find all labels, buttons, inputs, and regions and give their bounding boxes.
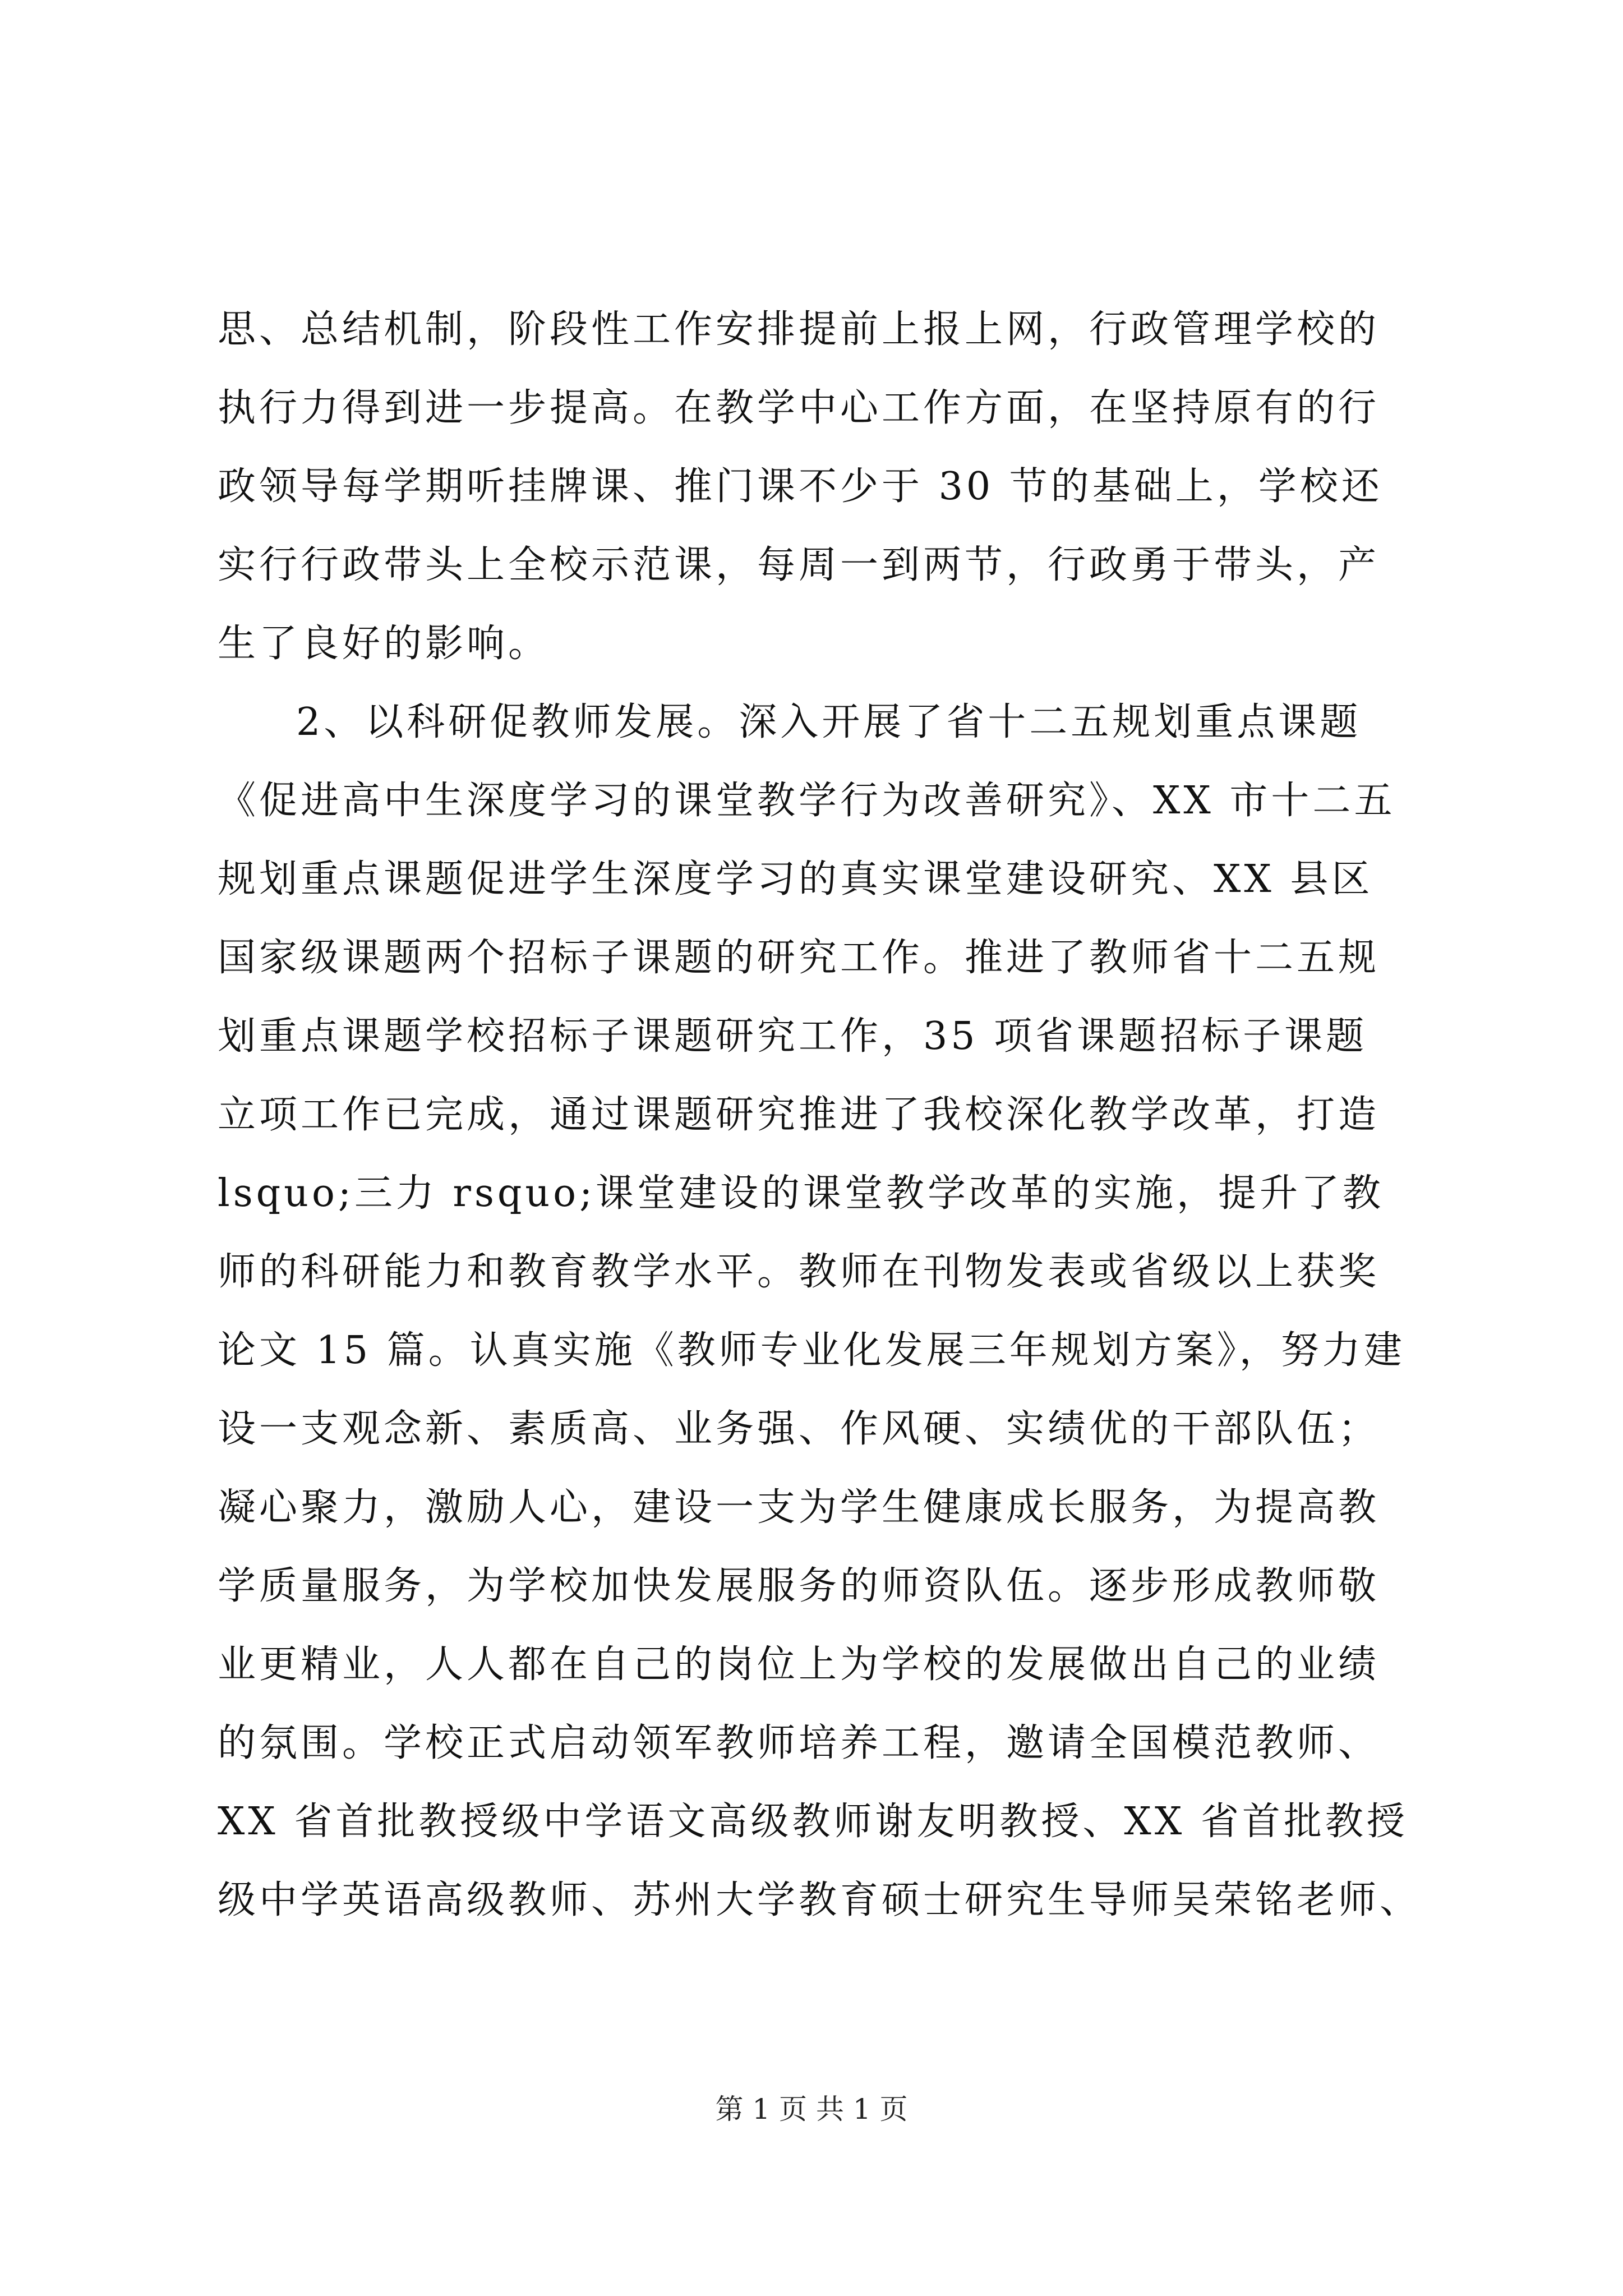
page-footer: 第 1 页 共 1 页 <box>715 2093 908 2125</box>
text-line: 级中学英语高级教师、苏州大学教育硕士研究生导师吴荣铭老师、 <box>218 1878 1422 1922</box>
text-line: 政领导每学期听挂牌课、推门课不少于 30 节的基础上，学校还 <box>218 464 1383 509</box>
text-line: 师的科研能力和教育教学水平。教师在刊物发表或省级以上获奖 <box>218 1250 1380 1294</box>
text-line: 2、以科研促教师发展。深入开展了省十二五规划重点课题 <box>296 700 1362 744</box>
text-line: 业更精业，人人都在自己的岗位上为学校的发展做出自己的业绩 <box>218 1642 1380 1687</box>
text-line: 生了良好的影响。 <box>218 622 550 666</box>
text-line: 执行力得到进一步提高。在教学中心工作方面，在坚持原有的行 <box>218 386 1380 430</box>
body-text <box>218 291 1422 1940</box>
text-line: 论文 15 篇。认真实施《教师专业化发展三年规划方案》，努力建 <box>218 1328 1405 1373</box>
text-line: 思、总结机制，阶段性工作安排提前上报上网，行政管理学校的 <box>218 307 1380 352</box>
text-line: XX 省首批教授级中学语文高级教师谢友明教授、XX 省首批教授 <box>218 1800 1408 1844</box>
text-line: 的氛围。学校正式启动领军教师培养工程，邀请全国模范教师、 <box>218 1721 1380 1765</box>
text-line: 规划重点课题促进学生深度学习的真实课堂建设研究、XX 县区 <box>218 857 1373 901</box>
text-line: 《促进高中生深度学习的课堂教学行为改善研究》、XX 市十二五 <box>218 779 1396 823</box>
text-line: 学质量服务，为学校加快发展服务的师资队伍。逐步形成教师敬 <box>218 1564 1380 1608</box>
text-line: 国家级课题两个招标子课题的研究工作。推进了教师省十二五规 <box>218 936 1380 980</box>
text-line: 凝心聚力，激励人心，建设一支为学生健康成长服务，为提高教 <box>218 1485 1380 1530</box>
text-line: 设一支观念新、素质高、业务强、作风硬、实绩优的干部队伍； <box>218 1407 1380 1451</box>
text-line: 立项工作已完成，通过课题研究推进了我校深化教学改革，打造 <box>218 1093 1380 1137</box>
text-line: 实行行政带头上全校示范课，每周一到两节，行政勇于带头，产 <box>218 543 1380 587</box>
text-line: 划重点课题学校招标子课题研究工作，35 项省课题招标子课题 <box>218 1014 1368 1059</box>
text-line: lsquo;三力 rsquo;课堂建设的课堂教学改革的实施，提升了教 <box>218 1171 1385 1216</box>
